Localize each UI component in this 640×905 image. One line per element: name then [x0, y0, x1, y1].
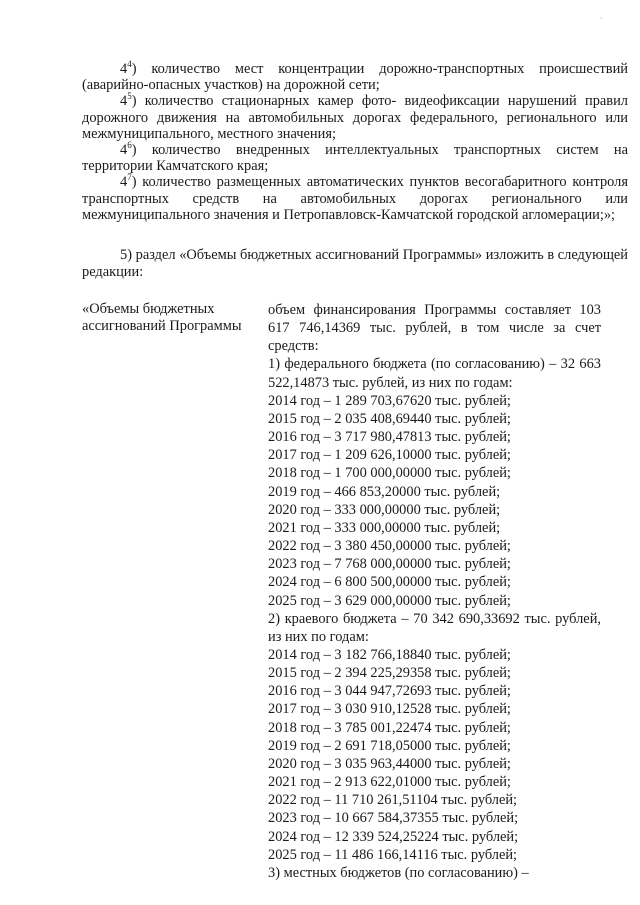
regional-heading: 2) краевого бюджета – 70 342 690,33692 тыс. рублей, из них по годам:: [268, 610, 601, 645]
list-item: $4^5$) количество стационарных камер фото- видеофиксации нарушений правил дорожного движения на автомобильных дорогах федерального, регионального или межмуниципального, местного значения;: [82, 91, 628, 142]
year-line: 2017 год – 1 209 626,10000 тыс. рублей;: [268, 447, 511, 464]
year-line: 2017 год – 3 030 910,12528 тыс. рублей;: [268, 701, 511, 718]
year-line: 2024 год – 6 800 500,00000 тыс. рублей;: [268, 574, 511, 591]
year-line: 2015 год – 2 394 225,29358 тыс. рублей;: [268, 665, 511, 682]
indicator-list: [82, 61, 628, 223]
section-paragraph: 5) раздел «Объемы бюджетных ассигнований Программы» изложить в следующей редакции:: [82, 247, 628, 280]
regional-year-list: [268, 646, 601, 864]
federal-heading: 1) федерального бюджета (по согласованию) – 32 663 522,14873 тыс. рублей, из них по годам:: [268, 356, 601, 391]
year-line: 2024 год – 12 339 524,25224 тыс. рублей;: [268, 828, 519, 845]
year-line: 2014 год – 1 289 703,67620 тыс. рублей;: [268, 392, 511, 409]
year-line: 2019 год – 2 691 718,05000 тыс. рублей;: [268, 737, 511, 754]
year-line: 2018 год – 1 700 000,00000 тыс. рублей;: [268, 465, 511, 482]
year-line: 2021 год – 333 000,00000 тыс. рублей;: [268, 519, 501, 536]
page-mark: ·: [600, 14, 603, 23]
budget-label: «Объемы бюджетных ассигнований Программы: [82, 301, 242, 334]
year-line: 2022 год – 3 380 450,00000 тыс. рублей;: [268, 538, 511, 555]
year-line: 2022 год – 11 710 261,51104 тыс. рублей;: [268, 792, 518, 809]
list-item: $4^4$) количество мест концентрации дорожно-транспортных происшествий (аварийно-опасных участков) на дорожной сети;: [82, 59, 628, 94]
year-line: 2025 год – 3 629 000,00000 тыс. рублей;: [268, 592, 511, 609]
year-line: 2020 год – 3 035 963,44000 тыс. рублей;: [268, 755, 511, 772]
local-heading: 3) местных бюджетов (по согласованию) –: [268, 864, 529, 881]
budget-intro: объем финансирования Программы составляет 103 617 746,14369 тыс. рублей, в том числе за счет средств:: [268, 302, 601, 355]
year-line: 2023 год – 10 667 584,37355 тыс. рублей;: [268, 810, 519, 827]
list-item: $4^6$) количество внедренных интеллектуальных транспортных систем на территории Камчатского края;: [82, 140, 628, 175]
year-line: 2021 год – 2 913 622,01000 тыс. рублей;: [268, 774, 511, 791]
year-line: 2023 год – 7 768 000,00000 тыс. рублей;: [268, 556, 511, 573]
year-line: 2015 год – 2 035 408,69440 тыс. рублей;: [268, 410, 511, 427]
year-line: 2016 год – 3 044 947,72693 тыс. рублей;: [268, 683, 511, 700]
year-line: 2016 год – 3 717 980,47813 тыс. рублей;: [268, 429, 511, 446]
year-line: 2020 год – 333 000,00000 тыс. рублей;: [268, 501, 501, 518]
federal-year-list: [268, 392, 601, 610]
year-line: 2014 год – 3 182 766,18840 тыс. рублей;: [268, 646, 511, 663]
budget-details: [268, 301, 601, 882]
year-line: 2018 год – 3 785 001,22474 тыс. рублей;: [268, 719, 511, 736]
year-line: 2019 год – 466 853,20000 тыс. рублей;: [268, 483, 501, 500]
year-line: 2025 год – 11 486 166,14116 тыс. рублей;: [268, 846, 518, 863]
list-item: $4^7$) количество размещенных автоматических пунктов весогабаритного контроля транспортных средств на автомобильных дорогах регионального или межмуниципального значения и Петропавловск-Камчатской городской агломерации;»;: [82, 172, 628, 223]
